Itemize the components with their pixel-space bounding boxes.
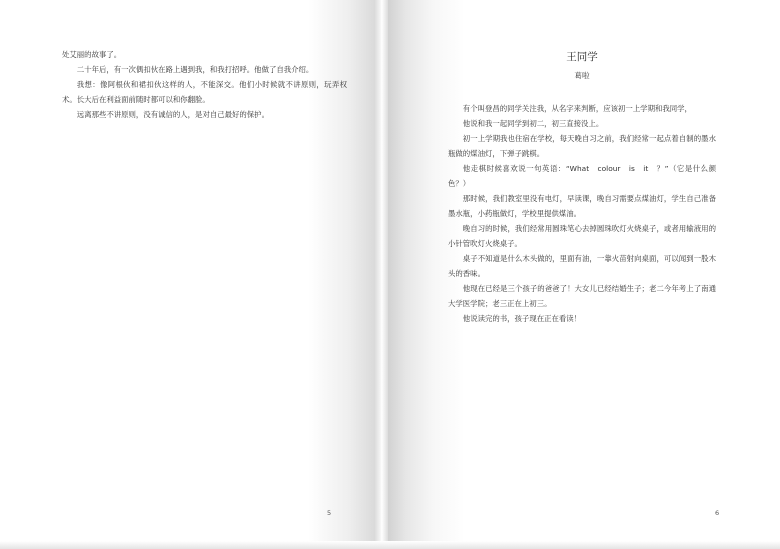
right-paragraph-6: 晚自习的时候，我们经常用圆珠笔心去掉圆珠吹灯火烧桌子，或者用输液用的小针管吹灯火烧桌子。 <box>448 224 716 248</box>
right-paragraph-4: 他走棋时候喜欢说一句英语：“What colour is it ？”（它是什么颜色？） <box>448 164 716 188</box>
article-title: 王同学 <box>566 51 598 63</box>
right-paragraph-5: 那时候，我们教室里没有电灯，早读课，晚自习需要点煤油灯，学生自己准备墨水瓶，小药瓶做灯，学校里提供煤油。 <box>448 194 716 218</box>
left-page <box>0 0 376 549</box>
right-paragraph-1: 有个叫登昌的同学关注我，从名字来判断，应该初一上学期和我同学， <box>462 104 692 113</box>
right-paragraph-7: 桌子不知道是什么木头做的，里面有油，一靠火苗射向桌面，可以闻到一股木头的香味。 <box>448 254 716 278</box>
right-paragraph-2: 他说和我一起同学到初二，初三直接没上。 <box>462 119 604 128</box>
left-paragraph-3: 我想：像阿根伙和裙扣伙这样的人，不能深交。他们小时候就不讲原则，玩弄权术。长大后在利益面前随时都可以和你翻脸。 <box>62 80 347 104</box>
left-page-body <box>62 47 347 122</box>
page-bottom-shadow <box>0 541 780 549</box>
right-paragraph-8: 他现在已经是三个孩子的爸爸了！大女儿已经结婚生子；老二今年考上了南通大学医学院；老三正在上初三。 <box>448 284 716 308</box>
right-page-number: 6 <box>715 509 720 517</box>
left-page-number: 5 <box>327 509 332 517</box>
article-author: 葛啦 <box>574 71 590 80</box>
right-paragraph-9: 他说读完的书，孩子现在正在看读！ <box>462 314 582 323</box>
book-gutter <box>374 0 388 549</box>
left-paragraph-4: 远离那些不讲原则，没有诚信的人，是对自己最好的保护。 <box>76 110 269 119</box>
left-paragraph-1: 处艾丽的故事了。 <box>62 50 122 59</box>
right-paragraph-3: 初一上学期我也住宿在学校，每天晚自习之前，我们经常一起点着自制的墨水瓶做的煤油灯，下弹子跳棋。 <box>448 134 716 158</box>
right-page-body <box>448 101 716 326</box>
left-paragraph-2: 二十年后，有一次偶扣伙在路上遇到我，和我打招呼。他做了自我介绍。 <box>76 65 314 74</box>
